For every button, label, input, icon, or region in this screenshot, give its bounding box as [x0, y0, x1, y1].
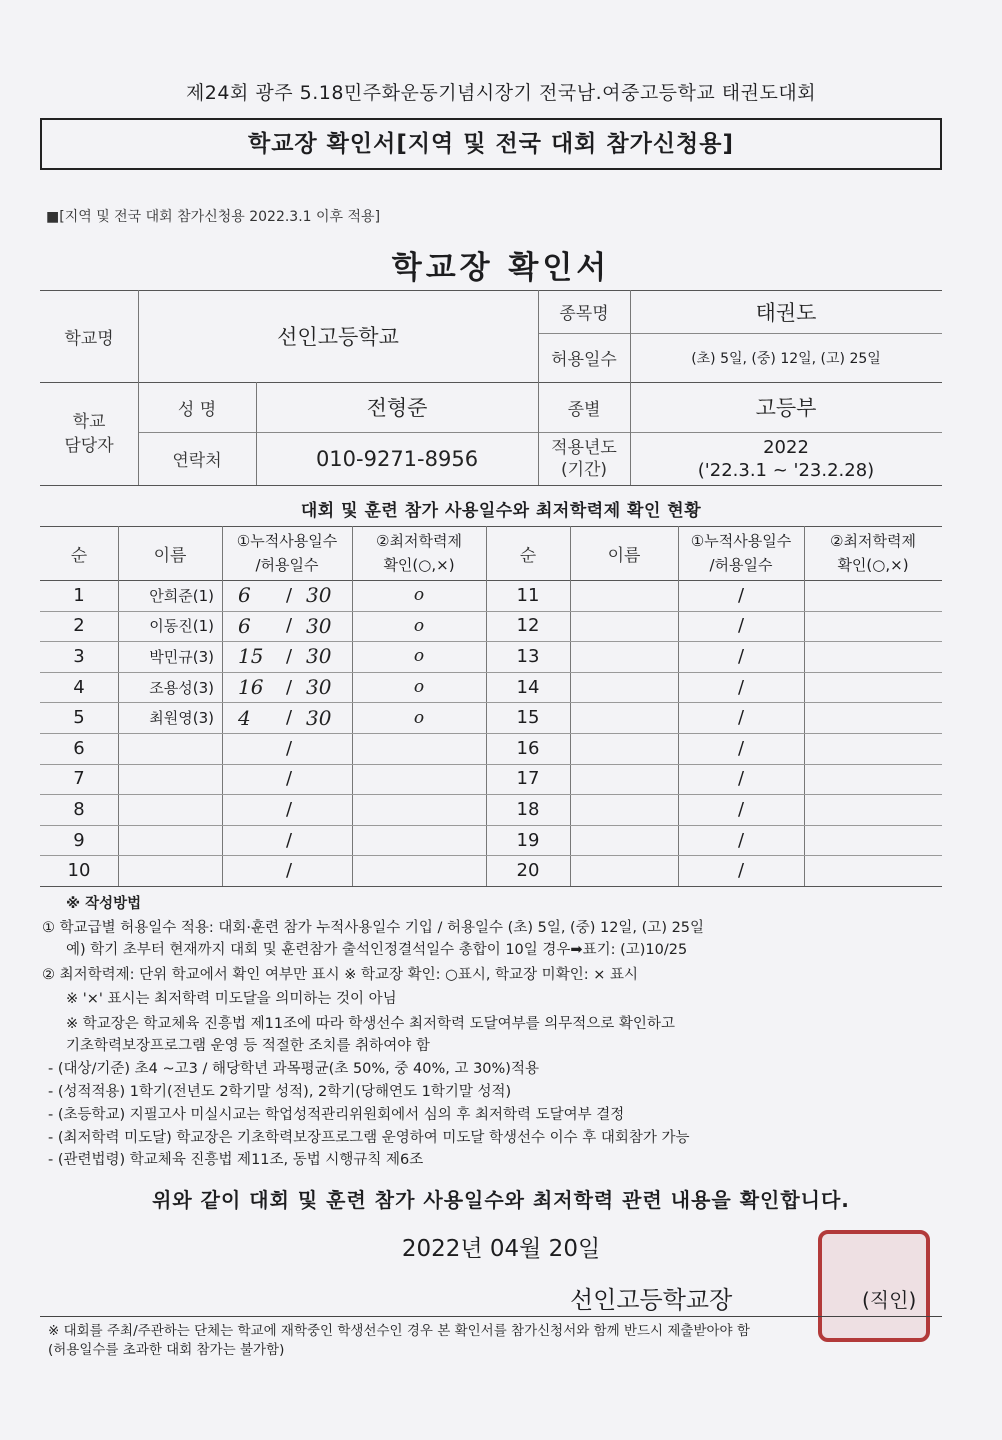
sport-value: 태권도: [755, 300, 817, 325]
row-number: 18: [516, 798, 540, 820]
row-name: 박민규(3): [149, 647, 214, 666]
instr-line-3: ② 최저학력제: 단위 학교에서 확인 여부만 표시 ※ 학교장 확인: ○표시, 학교장 미확인: × 표시: [42, 967, 638, 983]
footer-line-1: ※ 대회를 주최/주관하는 단체는 학교에 재학중인 학생선수인 경우 본 확인서를 참가신청서와 함께 반드시 제출받아야 함: [48, 1323, 750, 1339]
allowed-days: 30: [306, 613, 332, 638]
days-slash: /: [737, 829, 745, 851]
row-min-check: o: [413, 707, 425, 728]
allowed-days: 30: [306, 583, 332, 608]
col-min-right-line2: 확인(○,×): [837, 556, 909, 574]
footer-divider: [40, 1316, 942, 1317]
days-slash: /: [286, 615, 293, 637]
row-min-check: o: [413, 677, 425, 698]
row-number: 15: [516, 707, 540, 729]
division-value: 고등부: [755, 396, 817, 420]
row-number: 6: [73, 737, 85, 759]
row-name: 최원영(3): [149, 709, 214, 728]
row-number: 9: [73, 829, 85, 851]
col-min-right: [804, 526, 942, 580]
footer-line-2: (허용일수를 초과한 대회 참가는 불가함): [48, 1342, 285, 1358]
sport-label: 종목명: [559, 304, 609, 324]
used-days: 6: [238, 583, 251, 608]
row-days: [222, 702, 352, 733]
col-days-right: [678, 526, 804, 580]
row-name: [118, 855, 222, 886]
event-title: 제24회 광주 5.18민주화운동기념시장기 전국남.여중고등학교 태권도대회: [185, 82, 817, 104]
row-number: 11: [516, 584, 540, 606]
row-number: 5: [73, 707, 85, 729]
row-number: 16: [516, 737, 540, 759]
instr-line-4: ※ '×' 표시는 최저학력 미도달을 의미하는 것이 아님: [66, 991, 397, 1007]
row-name: 조용성(3): [149, 678, 214, 697]
form-title-box: 학교장 확인서[지역 및 전국 대회 참가신청용]: [40, 118, 942, 170]
row-days: [222, 764, 352, 795]
row-name: [118, 764, 222, 795]
days-slash: /: [737, 615, 745, 637]
manager-label: [40, 382, 138, 485]
row-name: 이동진(1): [149, 617, 214, 636]
principal-name: 선인고등학교장: [570, 1286, 733, 1314]
row-number: 19: [516, 829, 540, 851]
row-number: 4: [73, 676, 85, 698]
days-slash: /: [286, 584, 293, 606]
year-label-line1: 적용년도: [551, 437, 617, 458]
row-min-check: [352, 825, 486, 856]
contact-value: 010-9271-8956: [315, 446, 479, 471]
col-no-left: 순: [70, 545, 88, 566]
row-days: [222, 855, 352, 886]
days-slash: /: [286, 645, 293, 667]
allowed-days: 30: [306, 705, 332, 730]
days-slash: /: [286, 860, 293, 882]
row-min-check: o: [413, 615, 425, 636]
row-number: 20: [516, 860, 540, 882]
instr-line-1: ① 학교급별 허용일수 적용: 대회·훈련 참가 누적사용일수 기입 / 허용일수 (초) 5일, (중) 12일, (고) 25일: [42, 920, 705, 936]
row-days: [222, 794, 352, 825]
row-number: 10: [67, 860, 91, 882]
used-days: 15: [238, 644, 264, 669]
row-min-check: [352, 855, 486, 886]
days-slash: /: [737, 707, 745, 729]
instr-line-5: ※ 학교장은 학교체육 진흥법 제11조에 따라 학생선수 최저학력 도달여부를 의무적으로 확인하고: [66, 1016, 675, 1032]
apply-note: ■[지역 및 전국 대회 참가신청용 2022.3.1 이후 적용]: [46, 209, 381, 225]
col-name-left: 이름: [153, 545, 187, 566]
row-days: [222, 825, 352, 856]
manager-label-line1: 학교: [72, 411, 106, 432]
manager-name-label: 성 명: [177, 399, 217, 420]
row-min-check: [352, 764, 486, 795]
row-name: [118, 794, 222, 825]
col-no-right: 순: [519, 545, 537, 566]
row-number: 13: [516, 645, 540, 667]
footer-note: [48, 1322, 750, 1360]
days-slash: /: [286, 676, 293, 698]
year-label: [538, 432, 630, 485]
row-min-check: o: [413, 585, 425, 606]
year-label-line2: (기간): [560, 459, 608, 480]
instr-line-7: - (대상/기준) 초4 ~고3 / 해당학년 과목평균(초 50%, 중 40%, 고 30%)적용: [48, 1061, 539, 1077]
manager-label-line2: 담당자: [64, 435, 114, 456]
row-days: [222, 641, 352, 672]
days-slash: /: [286, 768, 293, 790]
allowed-days-label: 허용일수: [551, 350, 617, 370]
row-number: 2: [73, 615, 85, 637]
row-number: 12: [516, 615, 540, 637]
row-days: [222, 611, 352, 642]
col-days-left: [222, 526, 352, 580]
seal-mark: (직인): [862, 1288, 917, 1312]
instr-line-9: - (초등학교) 지필고사 미실시교는 학업성적관리위원회에서 심의 후 최저학력 도달여부 결정: [48, 1107, 625, 1123]
days-slash: /: [737, 584, 745, 606]
row-name: [118, 825, 222, 856]
col-days-right-line1: ①누적사용일수: [690, 532, 792, 550]
year-value: [630, 432, 942, 485]
year-value-line1: 2022: [763, 436, 809, 458]
row-days: [222, 733, 352, 764]
document-title: 학교장 확인서: [391, 250, 611, 286]
year-value-line2: ('22.3.1 ~ '23.2.28): [697, 459, 875, 481]
instr-line-6: 기초학력보장프로그램 운영 등 적절한 조치를 취하여야 함: [66, 1038, 430, 1054]
row-days: [222, 580, 352, 611]
days-slash: /: [737, 798, 745, 820]
issue-date: 2022년 04월 20일: [401, 1236, 601, 1262]
division-label: 종별: [567, 399, 601, 420]
row-days: [222, 672, 352, 703]
contact-label: 연락처: [172, 451, 222, 471]
days-slash: /: [737, 737, 745, 759]
days-slash: /: [286, 707, 293, 729]
row-min-check: o: [413, 646, 425, 667]
col-min-left-line1: ②최저학력제: [376, 532, 462, 550]
days-slash: /: [286, 829, 293, 851]
row-min-check: [352, 733, 486, 764]
used-days: 6: [238, 613, 251, 638]
col-min-left: [352, 526, 486, 580]
row-name: 안희준(1): [149, 586, 214, 605]
instr-line-8: - (성적적용) 1학기(전년도 2학기말 성적), 2학기(당해연도 1학기말 성적): [48, 1084, 512, 1100]
row-number: 3: [73, 645, 85, 667]
allowed-days: 30: [306, 675, 332, 700]
days-slash: /: [737, 645, 745, 667]
row-number: 1: [73, 584, 85, 606]
used-days: 16: [238, 675, 264, 700]
instr-heading: ※ 작성방법: [66, 896, 142, 912]
instr-line-2: 예) 학기 초부터 현재까지 대회 및 훈련참가 출석인정결석일수 총합이 10일 경우➡표기: (고)10/25: [66, 942, 688, 958]
days-slash: /: [737, 768, 745, 790]
col-name-right: 이름: [607, 545, 641, 566]
col-days-left-line1: ①누적사용일수: [236, 532, 338, 550]
status-title: 대회 및 훈련 참가 사용일수와 최저학력제 확인 현황: [300, 501, 702, 521]
allowed-days: 30: [306, 644, 332, 669]
col-min-right-line1: ②최저학력제: [830, 532, 916, 550]
row-number: 7: [73, 768, 85, 790]
days-slash: /: [286, 737, 293, 759]
col-days-right-line2: /허용일수: [709, 556, 773, 574]
row-number: 8: [73, 798, 85, 820]
used-days: 4: [238, 705, 251, 730]
row-min-check: [352, 794, 486, 825]
col-days-left-line2: /허용일수: [255, 556, 319, 574]
confirmation-statement: 위와 같이 대회 및 훈련 참가 사용일수와 최저학력 관련 내용을 확인합니다.: [152, 1188, 850, 1212]
col-min-left-line2: 확인(○,×): [383, 556, 455, 574]
days-slash: /: [737, 676, 745, 698]
school-name-value: 선인고등학교: [277, 325, 399, 349]
row-name: [118, 733, 222, 764]
manager-name-value: 전형준: [366, 396, 428, 420]
allowed-days-value: (초) 5일, (중) 12일, (고) 25일: [691, 350, 881, 367]
days-slash: /: [286, 798, 293, 820]
school-name-label: 학교명: [64, 328, 114, 349]
instr-line-11: - (관련법령) 학교체육 진흥법 제11조, 동법 시행규칙 제6조: [48, 1152, 424, 1168]
days-slash: /: [737, 860, 745, 882]
row-number: 17: [516, 768, 540, 790]
instr-line-10: - (최저학력 미도달) 학교장은 기초학력보장프로그램 운영하여 미도달 학생선수 이수 후 대회참가 가능: [48, 1130, 690, 1146]
row-number: 14: [516, 676, 540, 698]
